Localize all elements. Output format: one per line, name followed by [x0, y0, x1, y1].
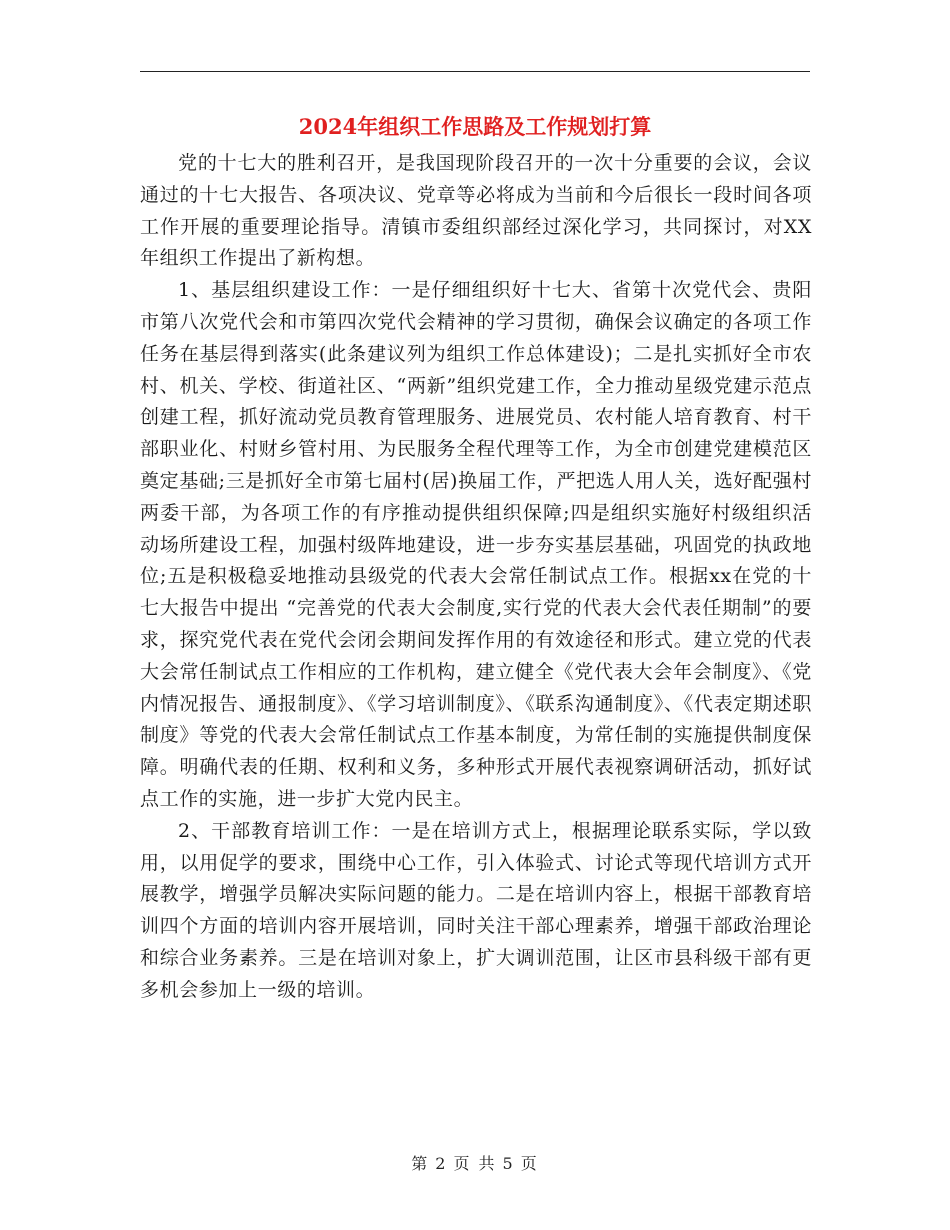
- footer-prefix: 第: [411, 1154, 430, 1173]
- paragraph-grassroots-organization: 1、基层组织建设工作：一是仔细组织好十七大、省第十次党代会、贵阳市第八次党代会和市第四次党代会精神的学习贯彻，确保会议确定的各项工作任务在基层得到落实(此条建议列为组织工作总体建设)；二是扎实抓好全市农村、机关、学校、街道社区、“两新”组织党建工作，全力推动星级党建示范点创建工程，抓好流动党员教育管理服务、进展党员、农村能人培育教育、村干部职业化、村财乡管村用、为民服务全程代理等工作，为全市创建党建模范区奠定基础;三是抓好全市第七届村(居)换届工作，严把选人用人关，选好配强村两委干部，为各项工作的有序推动提供组织保障;四是组织实施好村级组织活动场所建设工程，加强村级阵地建设，进一步夯实基层基础，巩固党的执政地位;五是积极稳妥地推动县级党的代表大会常任制试点工作。根据xx在党的十七大报告中提出 “完善党的代表大会制度,实行党的代表大会代表任期制”的要求，探究党代表在党代会闭会期间发挥作用的有效途径和形式。建立党的代表大会常任制试点工作相应的工作机构，建立健全《党代表大会年会制度》、《党内情况报告、通报制度》、《学习培训制度》、《联系沟通制度》、《代表定期述职制度》等党的代表大会常任制试点工作基本制度，为常任制的实施提供制度保障。明确代表的任期、权利和义务，多种形式开展代表视察调研活动，抓好试点工作的实施，进一步扩大党内民主。: [140, 279, 812, 810]
- page-footer: [0, 1153, 950, 1175]
- footer-total-pages: 5: [502, 1154, 515, 1173]
- footer-suffix: 页: [520, 1154, 539, 1173]
- paragraph-intro: 党的十七大的胜利召开，是我国现阶段召开的一次十分重要的会议，会议通过的十七大报告、各项决议、党章等必将成为当前和今后很长一段时间各项工作开展的重要理论指导。清镇市委组织部经过深化学习，共同探讨，对XX年组织工作提出了新构想。: [140, 152, 812, 270]
- paragraph-cadre-training: 2、干部教育培训工作：一是在培训方式上，根据理论联系实际，学以致用，以用促学的要求，围绕中心工作，引入体验式、讨论式等现代培训方式开展教学，增强学员解决实际问题的能力。二是在培训内容上，根据干部教育培训四个方面的培训内容开展培训，同时关注干部心理素养，增强干部政治理论和综合业务素养。三是在培训对象上，扩大调训范围，让区市县科级干部有更多机会参加上一级的培训。: [140, 819, 812, 1001]
- document-title: 2024年组织工作思路及工作规划打算: [298, 114, 652, 139]
- document-body: [140, 148, 812, 1007]
- footer-page-number: 2: [435, 1154, 448, 1173]
- header-rule: [140, 71, 810, 72]
- footer-middle: 页 共: [453, 1154, 497, 1173]
